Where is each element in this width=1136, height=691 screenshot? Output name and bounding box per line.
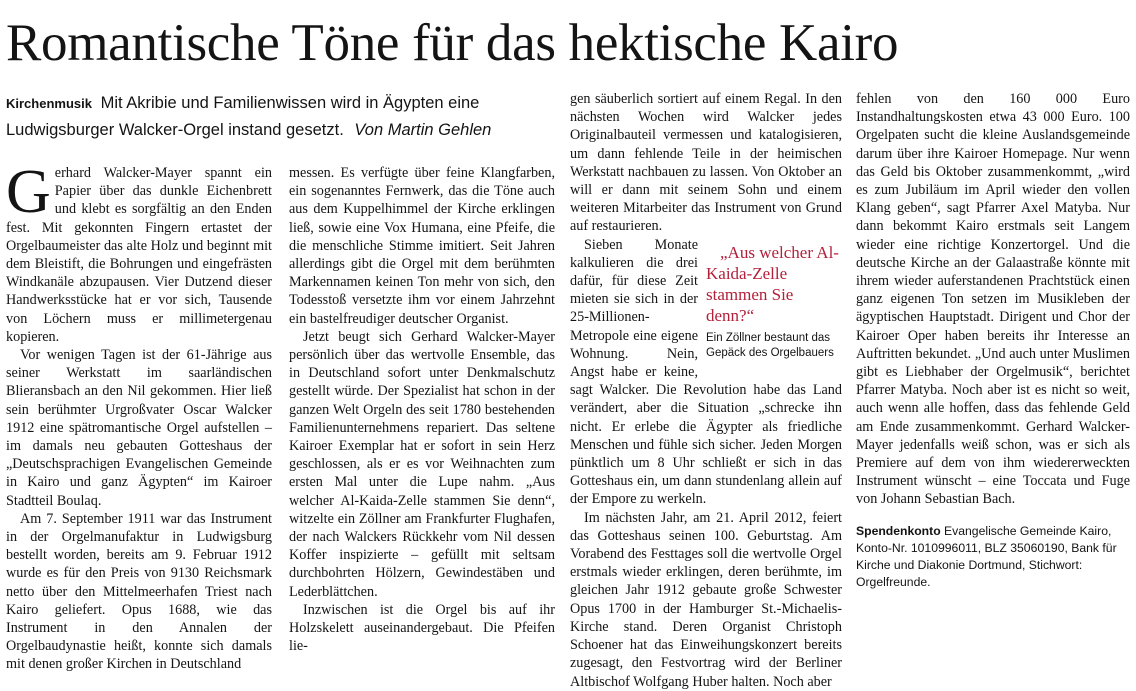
article-paragraph: messen. Es verfügte über feine Klangfarben, ein sogenanntes Fernwerk, das die Töne auch aus dem Kuppelhimmel der Kirche erklingen ließ, sowie eine Vox Humana, eine Pfeife, die die menschliche Stimme imitiert. Seit Jahren allerdings gibt die Orgel mit dem berühmten Markennamen keinen Ton mehr von sich, den Todesstoß versetzte ihm vor einem Jahrzehnt ein bastelfreudiger deutscher Organist. — [289, 165, 555, 327]
drop-cap: G — [6, 158, 51, 226]
article-paragraph — [570, 236, 842, 509]
article-paragraph: Am 7. September 1911 war das Instrument in der Orgelmanufaktur in Ludwigsburg bestellt worden, bereits am 9. Februar 1912 wurde es für den Preis von 9130 Reichsmark netto über den Mittelmeerhafen Triest nach Kairo geliefert. Opus 1688, wie das Instrument in den Annalen der Orgelbaudynastie heißt, konnte sich damals mit denen großer Kirchen in Deutschland — [6, 510, 272, 673]
article-column-3 — [570, 90, 842, 691]
article-paragraph: fehlen von den 160 000 Euro Instandhaltungskosten etwa 43 000 Euro. 100 Orgelpaten sucht die kleine Auslandsgemeinde darum über ihre Kairoer Homepage. Nur wenn das Geld bis Oktober zusammenkommt, „wird es zum Jubiläum im April wieder den vollen Klang geben“, sagt Pfarrer Axel Matyba. Nur dann bekommt Kairo erstmals seit Langem wieder eine richtige Konzertorgel. Und die deutsche Kirche an der Galaastraße könnte mit ihrem wieder auferstandenen Prachtstück einen ganz eigenen Ton setzen im Musikleben der ägyptischen Hauptstadt. Dirigent und Chor der Kairoer Oper haben bereits ihr Interesse an Auftritten bekundet. „Und auch unter Muslimen gibt es Liebhaber der Orgelmusik“, berichtet Pfarrer Matyba. Noch aber ist es nicht so weit, auch wenn alle hoffen, dass das fehlende Geld am Ende zusammenkommt. Gerhard Walcker-Mayer jedenfalls weiß schon, was er sich als Premiere auf dem von ihm wiedererweckten Instrument wünscht – eine Toccata und Fuge von Johann Sebastian Bach. — [856, 91, 1130, 508]
article-paragraph: Inzwischen ist die Orgel bis auf ihr Holzskelett auseinandergebaut. Die Pfeifen lie- — [289, 601, 555, 655]
intro-line-1 — [6, 90, 546, 117]
section-label: Kirchenmusik — [6, 96, 92, 111]
article-paragraph — [6, 158, 272, 346]
article-column-4 — [856, 90, 1130, 591]
article-paragraph: Vor wenigen Tagen ist der 61-Jährige aus seiner Werkstatt im saarländischen Blieransbach an den Nil gekommen. Hier ließ sein berühmter Urgroßvater Oscar Walcker 1912 eine spätromantische Orgel aufstellen – im damals neu gebauten Gotteshaus der „Deutschsprachigen Evangelischen Gemeinde in Kairo und ganz Ägypten“ im Kairoer Stadtteil Boulaq. — [6, 347, 272, 509]
byline: Von Martin Gehlen — [354, 121, 492, 139]
donation-label: Spendenkonto — [856, 523, 941, 538]
pull-quote-box — [706, 242, 842, 361]
article-column-1 — [6, 158, 272, 674]
intro-line-2 — [6, 117, 546, 143]
article-column-2 — [289, 164, 555, 655]
article-paragraph: Im nächsten Jahr, am 21. April 2012, feiert das Gotteshaus seinen 100. Geburtstag. Am Vorabend des Festtages soll die wertvolle Orgel erstmals wieder erklingen, deren berühmte, im gleichen Jahr 1912 gebaute große Schwester Opus 1700 in der Hamburger St.-Michaelis-Kirche stand. Deren Organist Christoph Schoener hat das Einweihungskonzert bereits zugesagt, den Festvortrag wird der Berliner Altbischof Wolfgang Huber halten. Noch aber — [570, 509, 842, 690]
donation-text: Evangelische Gemeinde Kairo, Konto-Nr. 1010996011, BLZ 35060190, Bank für Kirche und Diakonie Dortmund, Stichwort: Orgelfreunde. — [856, 523, 1117, 589]
article-paragraph: Jetzt beugt sich Gerhard Walcker-Mayer persönlich über das wertvolle Ensemble, das in Deutschland sofort unter Denkmalschutz gestellt würde. Der Spezialist hat schon in der ganzen Welt Orgeln des seit 1780 bestehenden Familienunternehmens repariert. Das seltene Kairoer Exemplar hat er sofort in sein Herz geschlossen, als er es vor Weihnachten zum ersten Mal unter die Lupe nahm. „Aus welcher Al-Kaida-Zelle stammen Sie denn“, witzelte ein Zöllner am Frankfurter Flughafen, der nach Walckers Rückkehr vom Nil dessen Koffer inspizierte – gefüllt mit seltsam durchbohrten Hölzern, Gewindestäben und Lederblättchen. — [289, 328, 555, 600]
intro — [6, 90, 546, 143]
pull-quote: „Aus welcher Al-Kaida-Zelle stammen Sie denn?“ — [706, 242, 839, 325]
intro-text-1: Mit Akribie und Familienwissen wird in Ägypten eine — [100, 94, 480, 112]
donation-box — [856, 523, 1130, 591]
article-paragraph: gen säuberlich sortiert auf einem Regal. In den nächsten Wochen wird Walcker jedes Originalbauteil vermessen und katalogisieren, um dann fehlende Teile in der heimischen Werkstatt nachbauen zu lassen. Von Oktober an will er dann mit seinem Sohn und einem weiteren Mitarbeiter das Instrument von Grund auf restaurieren. — [570, 91, 842, 235]
pull-quote-caption: Ein Zöllner bestaunt das Gepäck des Orgelbauers — [706, 331, 834, 359]
headline: Romantische Töne für das hektische Kairo — [6, 14, 899, 72]
paragraph-text: erhard Walcker-Mayer spannt ein Papier über das dunkle Eichenbrett und klebt es sorgfältig an den Enden fest. Mit gekonnten Fingern ertastet der Orgelbaumeister das alte Holz und beginnt mit dem Bleistift, die Bohrungen und eingefrästen Windkanäle abzupausen. Vier Dutzend dieser Handwerksstücke hat er vor sich, Tausende von Löchern muss er millimetergenau kopieren. — [6, 165, 272, 345]
intro-text-2: Ludwigsburger Walcker-Orgel instand gesetzt. — [6, 121, 344, 139]
paragraph-text: Sieben Monate kalkulieren die drei dafür, für diese Zeit mieten sie sich in der 25-Millionen-Metropole eine eigene Wohnung. Nein, Angst habe er keine, sagt Walcker. Die Revolution habe das Land verändert, aber die Situation „schrecke ihn nicht. Er erlebe die Ägypter als friedliche Menschen und fühle sich sicher. Jeden Morgen pünktlich um 8 Uhr schließt er sich in das Gotteshaus ein, um dann stundenlang allein auf der Empore zu werkeln. — [570, 236, 842, 508]
